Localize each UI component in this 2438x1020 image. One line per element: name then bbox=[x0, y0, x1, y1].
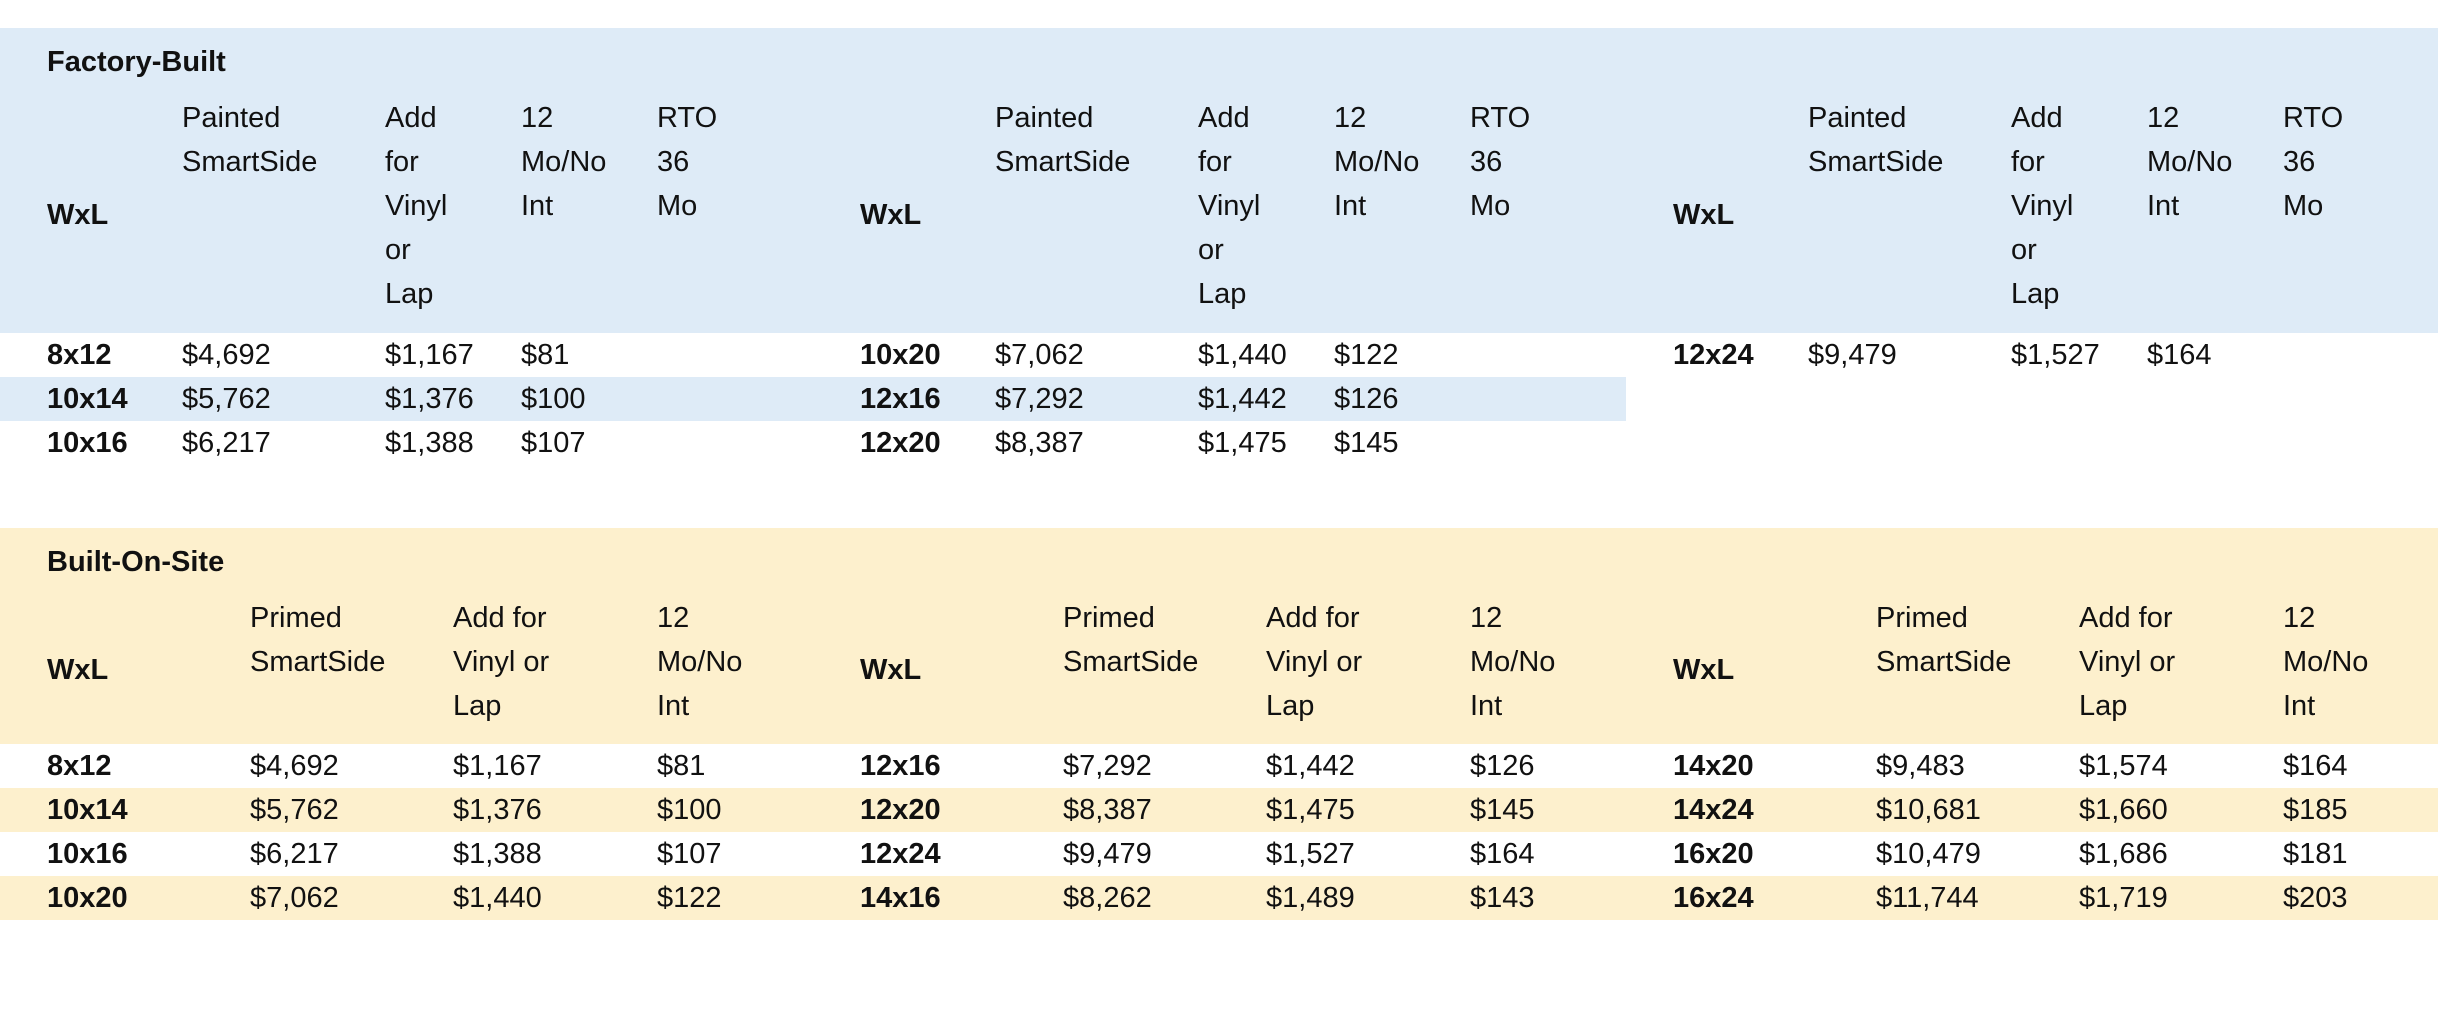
factory-cell-vinyl: $1,442 bbox=[1198, 383, 1287, 415]
onsite-cell-twelve: $145 bbox=[1470, 794, 1535, 826]
onsite-cell-base: $6,217 bbox=[250, 838, 339, 870]
built-on-site-section bbox=[0, 528, 2438, 914]
factory-cell-twelve: $126 bbox=[1334, 383, 1399, 415]
factory-cell-base: $6,217 bbox=[182, 427, 271, 459]
onsite-header-size bbox=[1673, 596, 1876, 744]
onsite-header-base-line: SmartSide bbox=[250, 646, 386, 678]
factory-cell-rto bbox=[657, 333, 787, 377]
built-on-site-title: Built-On-Site bbox=[0, 528, 2438, 596]
onsite-header-vinyl bbox=[2079, 596, 2283, 744]
onsite-cell-vinyl: $1,167 bbox=[453, 750, 542, 782]
onsite-cell-twelve: $164 bbox=[1470, 838, 1535, 870]
factory-header-base-line: SmartSide bbox=[995, 146, 1131, 178]
factory-header-rto-line: Mo bbox=[2283, 190, 2324, 222]
onsite-header-vinyl-line: Lap bbox=[2079, 690, 2128, 722]
onsite-cell-vinyl: $1,686 bbox=[2079, 838, 2168, 870]
factory-header-size bbox=[47, 96, 182, 333]
factory-header-vinyl-line: or bbox=[1198, 234, 1224, 266]
onsite-cell-vinyl: $1,440 bbox=[453, 882, 542, 914]
factory-header-vinyl-line: for bbox=[385, 146, 419, 178]
factory-cell-size: 12x16 bbox=[860, 383, 941, 415]
factory-cell-vinyl: $1,376 bbox=[385, 383, 474, 415]
factory-header-vinyl bbox=[1198, 96, 1334, 333]
factory-header-rto-line: 36 bbox=[1470, 146, 1503, 178]
onsite-header-twelve-line: Int bbox=[1470, 690, 1503, 722]
onsite-header-base-line: Primed bbox=[1876, 602, 1968, 634]
factory-header-twelve-line: Mo/No bbox=[1334, 146, 1420, 178]
factory-header-base bbox=[1808, 96, 2011, 333]
factory-header-rto-line: RTO bbox=[657, 102, 718, 134]
factory-cell-rto bbox=[657, 377, 787, 421]
onsite-header-twelve-line: Int bbox=[2283, 690, 2316, 722]
onsite-table-row bbox=[860, 788, 1620, 832]
factory-header-base-line: Painted bbox=[995, 102, 1094, 134]
onsite-cell-twelve: $126 bbox=[1470, 750, 1535, 782]
factory-table-row bbox=[47, 377, 787, 421]
factory-cell-vinyl: $1,527 bbox=[2011, 339, 2100, 371]
onsite-cell-size: 10x14 bbox=[47, 794, 128, 826]
factory-header-base-line: SmartSide bbox=[182, 146, 318, 178]
onsite-cell-vinyl: $1,489 bbox=[1266, 882, 1355, 914]
factory-cell-size: 10x14 bbox=[47, 383, 128, 415]
onsite-header-row bbox=[860, 596, 1620, 744]
onsite-header-twelve-line: 12 bbox=[1470, 602, 1503, 634]
factory-cell-twelve: $100 bbox=[521, 383, 586, 415]
factory-cell-vinyl: $1,475 bbox=[1198, 427, 1287, 459]
onsite-header-base-line: Primed bbox=[250, 602, 342, 634]
factory-cell-base: $7,062 bbox=[995, 339, 1084, 371]
factory-table-row bbox=[860, 377, 1600, 421]
factory-header-twelve bbox=[2147, 96, 2283, 333]
onsite-cell-size: 8x12 bbox=[47, 750, 112, 782]
onsite-cell-size: 14x16 bbox=[860, 882, 941, 914]
onsite-header-twelve-line: Mo/No bbox=[657, 646, 743, 678]
factory-header-rto bbox=[2283, 96, 2413, 333]
factory-table-row bbox=[860, 333, 1600, 377]
onsite-header-vinyl-line: Vinyl or bbox=[2079, 646, 2176, 678]
onsite-cell-base: $9,479 bbox=[1063, 838, 1152, 870]
onsite-table-row bbox=[1673, 788, 2433, 832]
factory-cell-twelve: $81 bbox=[521, 339, 570, 371]
onsite-header-vinyl-line: Lap bbox=[453, 690, 502, 722]
onsite-cell-vinyl: $1,660 bbox=[2079, 794, 2168, 826]
onsite-header-size-label: WxL bbox=[47, 654, 109, 686]
onsite-cell-size: 10x16 bbox=[47, 838, 128, 870]
onsite-cell-vinyl: $1,388 bbox=[453, 838, 542, 870]
onsite-header-base bbox=[1876, 596, 2079, 744]
factory-cell-base: $7,292 bbox=[995, 383, 1084, 415]
onsite-table-row bbox=[1673, 832, 2433, 876]
onsite-cell-vinyl: $1,475 bbox=[1266, 794, 1355, 826]
factory-header-vinyl-line: or bbox=[385, 234, 411, 266]
factory-header-vinyl bbox=[385, 96, 521, 333]
onsite-header-base-line: SmartSide bbox=[1876, 646, 2012, 678]
onsite-cell-base: $10,479 bbox=[1876, 838, 1981, 870]
onsite-header-base bbox=[1063, 596, 1266, 744]
factory-header-rto-line: 36 bbox=[657, 146, 690, 178]
onsite-table-row bbox=[860, 744, 1620, 788]
onsite-cell-size: 10x20 bbox=[47, 882, 128, 914]
onsite-cell-base: $10,681 bbox=[1876, 794, 1981, 826]
factory-cell-twelve: $107 bbox=[521, 427, 586, 459]
factory-header-twelve-line: 12 bbox=[521, 102, 554, 134]
factory-cell-base: $9,479 bbox=[1808, 339, 1897, 371]
onsite-header-twelve bbox=[1470, 596, 1620, 744]
onsite-header-base-line: SmartSide bbox=[1063, 646, 1199, 678]
onsite-header-vinyl-line: Vinyl or bbox=[1266, 646, 1363, 678]
factory-header-rto bbox=[657, 96, 787, 333]
onsite-header-twelve bbox=[657, 596, 807, 744]
factory-cell-base: $8,387 bbox=[995, 427, 1084, 459]
factory-cell-vinyl: $1,167 bbox=[385, 339, 474, 371]
onsite-table-row bbox=[47, 744, 807, 788]
factory-header-vinyl-line: Lap bbox=[2011, 278, 2060, 310]
onsite-header-vinyl-line: Add for bbox=[1266, 602, 1360, 634]
factory-header-twelve-line: 12 bbox=[2147, 102, 2180, 134]
factory-header-rto-line: Mo bbox=[657, 190, 698, 222]
factory-header-base-line: Painted bbox=[182, 102, 281, 134]
onsite-header-twelve-line: Mo/No bbox=[1470, 646, 1556, 678]
factory-header-rto-line: Mo bbox=[1470, 190, 1511, 222]
onsite-cell-vinyl: $1,574 bbox=[2079, 750, 2168, 782]
factory-built-section bbox=[0, 28, 2438, 459]
onsite-cell-base: $11,744 bbox=[1876, 882, 1979, 914]
factory-cell-rto bbox=[1470, 377, 1600, 421]
onsite-header-vinyl-line: Add for bbox=[453, 602, 547, 634]
factory-header-vinyl-line: for bbox=[1198, 146, 1232, 178]
factory-header-size-label: WxL bbox=[860, 198, 922, 231]
factory-cell-size: 12x24 bbox=[1673, 339, 1754, 371]
factory-header-base bbox=[182, 96, 385, 333]
onsite-header-vinyl bbox=[1266, 596, 1470, 744]
onsite-header-size-label: WxL bbox=[860, 654, 922, 686]
factory-header-base bbox=[995, 96, 1198, 333]
onsite-header-twelve-line: Mo/No bbox=[2283, 646, 2369, 678]
factory-cell-size: 12x20 bbox=[860, 427, 941, 459]
factory-header-rto-line: RTO bbox=[2283, 102, 2344, 134]
factory-header-vinyl-line: Add bbox=[385, 102, 437, 134]
factory-header-vinyl-line: Add bbox=[1198, 102, 1250, 134]
factory-cell-base: $4,692 bbox=[182, 339, 271, 371]
onsite-header-base-line: Primed bbox=[1063, 602, 1155, 634]
onsite-table-row bbox=[1673, 876, 2433, 920]
onsite-cell-size: 12x20 bbox=[860, 794, 941, 826]
onsite-header-row bbox=[47, 596, 807, 744]
onsite-header-twelve-line: 12 bbox=[657, 602, 690, 634]
onsite-cell-twelve: $122 bbox=[657, 882, 722, 914]
onsite-cell-size: 16x20 bbox=[1673, 838, 1754, 870]
onsite-cell-vinyl: $1,527 bbox=[1266, 838, 1355, 870]
factory-cell-twelve: $122 bbox=[1334, 339, 1399, 371]
onsite-table-row bbox=[1673, 744, 2433, 788]
factory-header-twelve-line: Int bbox=[521, 190, 554, 222]
onsite-cell-base: $9,483 bbox=[1876, 750, 1965, 782]
factory-table-2 bbox=[860, 96, 1600, 465]
factory-header-twelve bbox=[521, 96, 657, 333]
onsite-table-3 bbox=[1673, 596, 2433, 920]
factory-header-rto-line: 36 bbox=[2283, 146, 2316, 178]
factory-cell-rto bbox=[1470, 421, 1600, 465]
onsite-header-twelve-line: Int bbox=[657, 690, 690, 722]
factory-header-vinyl-line: Lap bbox=[385, 278, 434, 310]
onsite-table-row bbox=[47, 832, 807, 876]
factory-table-row bbox=[47, 421, 787, 465]
factory-header-vinyl-line: or bbox=[2011, 234, 2037, 266]
onsite-table-1 bbox=[47, 596, 807, 920]
factory-table-row bbox=[1673, 333, 2413, 377]
onsite-cell-size: 16x24 bbox=[1673, 882, 1754, 914]
factory-table-row bbox=[860, 421, 1600, 465]
factory-header-size-label: WxL bbox=[47, 198, 109, 231]
factory-header-base-line: SmartSide bbox=[1808, 146, 1944, 178]
onsite-cell-twelve: $185 bbox=[2283, 794, 2348, 826]
onsite-cell-twelve: $107 bbox=[657, 838, 722, 870]
onsite-cell-size: 12x16 bbox=[860, 750, 941, 782]
factory-header-twelve-line: Mo/No bbox=[521, 146, 607, 178]
factory-header-twelve bbox=[1334, 96, 1470, 333]
onsite-cell-base: $7,062 bbox=[250, 882, 339, 914]
factory-built-title: Factory-Built bbox=[0, 28, 2438, 96]
factory-header-rto-line: RTO bbox=[1470, 102, 1531, 134]
factory-header-twelve-line: 12 bbox=[1334, 102, 1367, 134]
factory-cell-rto bbox=[657, 421, 787, 465]
onsite-table-2 bbox=[860, 596, 1620, 920]
onsite-header-vinyl bbox=[453, 596, 657, 744]
factory-header-rto bbox=[1470, 96, 1600, 333]
onsite-header-vinyl-line: Lap bbox=[1266, 690, 1315, 722]
onsite-header-vinyl-line: Add for bbox=[2079, 602, 2173, 634]
onsite-header-vinyl-line: Vinyl or bbox=[453, 646, 550, 678]
onsite-cell-vinyl: $1,376 bbox=[453, 794, 542, 826]
factory-header-base-line: Painted bbox=[1808, 102, 1907, 134]
onsite-cell-twelve: $203 bbox=[2283, 882, 2348, 914]
onsite-cell-size: 14x24 bbox=[1673, 794, 1754, 826]
onsite-cell-vinyl: $1,442 bbox=[1266, 750, 1355, 782]
factory-cell-size: 10x16 bbox=[47, 427, 128, 459]
factory-header-vinyl-line: Vinyl bbox=[385, 190, 448, 222]
factory-cell-vinyl: $1,388 bbox=[385, 427, 474, 459]
onsite-cell-base: $4,692 bbox=[250, 750, 339, 782]
factory-header-vinyl-line: Lap bbox=[1198, 278, 1247, 310]
factory-table-row bbox=[47, 333, 787, 377]
factory-cell-size: 10x20 bbox=[860, 339, 941, 371]
factory-header-twelve-line: Int bbox=[1334, 190, 1367, 222]
factory-header-vinyl-line: Add bbox=[2011, 102, 2063, 134]
factory-cell-twelve: $164 bbox=[2147, 339, 2212, 371]
factory-header-row bbox=[860, 96, 1600, 333]
factory-header-row bbox=[47, 96, 787, 333]
factory-header-twelve-line: Mo/No bbox=[2147, 146, 2233, 178]
factory-header-row bbox=[1673, 96, 2413, 333]
onsite-table-row bbox=[47, 788, 807, 832]
onsite-cell-size: 14x20 bbox=[1673, 750, 1754, 782]
factory-table-1 bbox=[47, 96, 787, 465]
factory-header-vinyl-line: Vinyl bbox=[1198, 190, 1261, 222]
onsite-cell-twelve: $81 bbox=[657, 750, 706, 782]
factory-header-vinyl-line: for bbox=[2011, 146, 2045, 178]
onsite-header-row bbox=[1673, 596, 2433, 744]
onsite-cell-base: $5,762 bbox=[250, 794, 339, 826]
onsite-cell-twelve: $181 bbox=[2283, 838, 2348, 870]
onsite-cell-base: $7,292 bbox=[1063, 750, 1152, 782]
factory-header-vinyl bbox=[2011, 96, 2147, 333]
factory-header-size bbox=[1673, 96, 1808, 333]
onsite-cell-twelve: $143 bbox=[1470, 882, 1535, 914]
onsite-header-size-label: WxL bbox=[1673, 654, 1735, 686]
factory-header-size-label: WxL bbox=[1673, 198, 1735, 231]
onsite-header-twelve bbox=[2283, 596, 2433, 744]
onsite-cell-size: 12x24 bbox=[860, 838, 941, 870]
factory-header-twelve-line: Int bbox=[2147, 190, 2180, 222]
onsite-cell-twelve: $100 bbox=[657, 794, 722, 826]
onsite-table-row bbox=[860, 876, 1620, 920]
factory-cell-vinyl: $1,440 bbox=[1198, 339, 1287, 371]
factory-cell-rto bbox=[2283, 333, 2413, 377]
factory-header-vinyl-line: Vinyl bbox=[2011, 190, 2074, 222]
factory-cell-size: 8x12 bbox=[47, 339, 112, 371]
onsite-cell-twelve: $164 bbox=[2283, 750, 2348, 782]
factory-cell-rto bbox=[1470, 333, 1600, 377]
onsite-header-twelve-line: 12 bbox=[2283, 602, 2316, 634]
onsite-table-row bbox=[47, 876, 807, 920]
factory-table-3 bbox=[1673, 96, 2413, 377]
factory-header-size bbox=[860, 96, 995, 333]
onsite-header-base bbox=[250, 596, 453, 744]
onsite-cell-base: $8,387 bbox=[1063, 794, 1152, 826]
factory-cell-twelve: $145 bbox=[1334, 427, 1399, 459]
onsite-cell-vinyl: $1,719 bbox=[2079, 882, 2168, 914]
onsite-table-row bbox=[860, 832, 1620, 876]
onsite-header-size bbox=[47, 596, 250, 744]
factory-cell-base: $5,762 bbox=[182, 383, 271, 415]
onsite-header-size bbox=[860, 596, 1063, 744]
onsite-cell-base: $8,262 bbox=[1063, 882, 1152, 914]
